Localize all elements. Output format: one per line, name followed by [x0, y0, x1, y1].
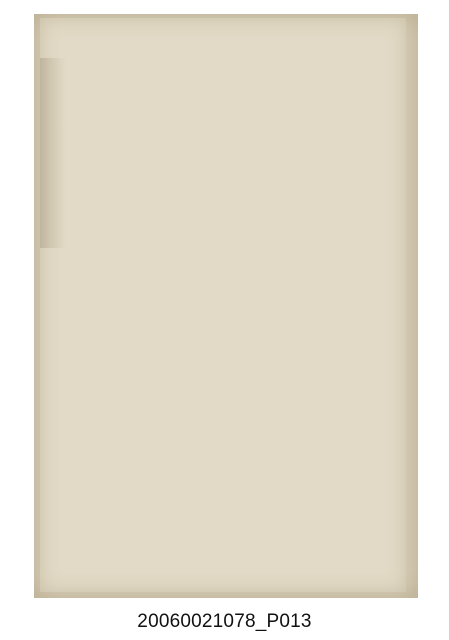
book-page	[40, 18, 406, 592]
lower-text-section	[66, 308, 392, 572]
upper-text-section	[66, 46, 392, 292]
page-fold-shadow	[40, 58, 66, 248]
archive-id-caption: 20060021078_P013	[137, 611, 312, 632]
scanned-page-photo	[34, 14, 418, 598]
